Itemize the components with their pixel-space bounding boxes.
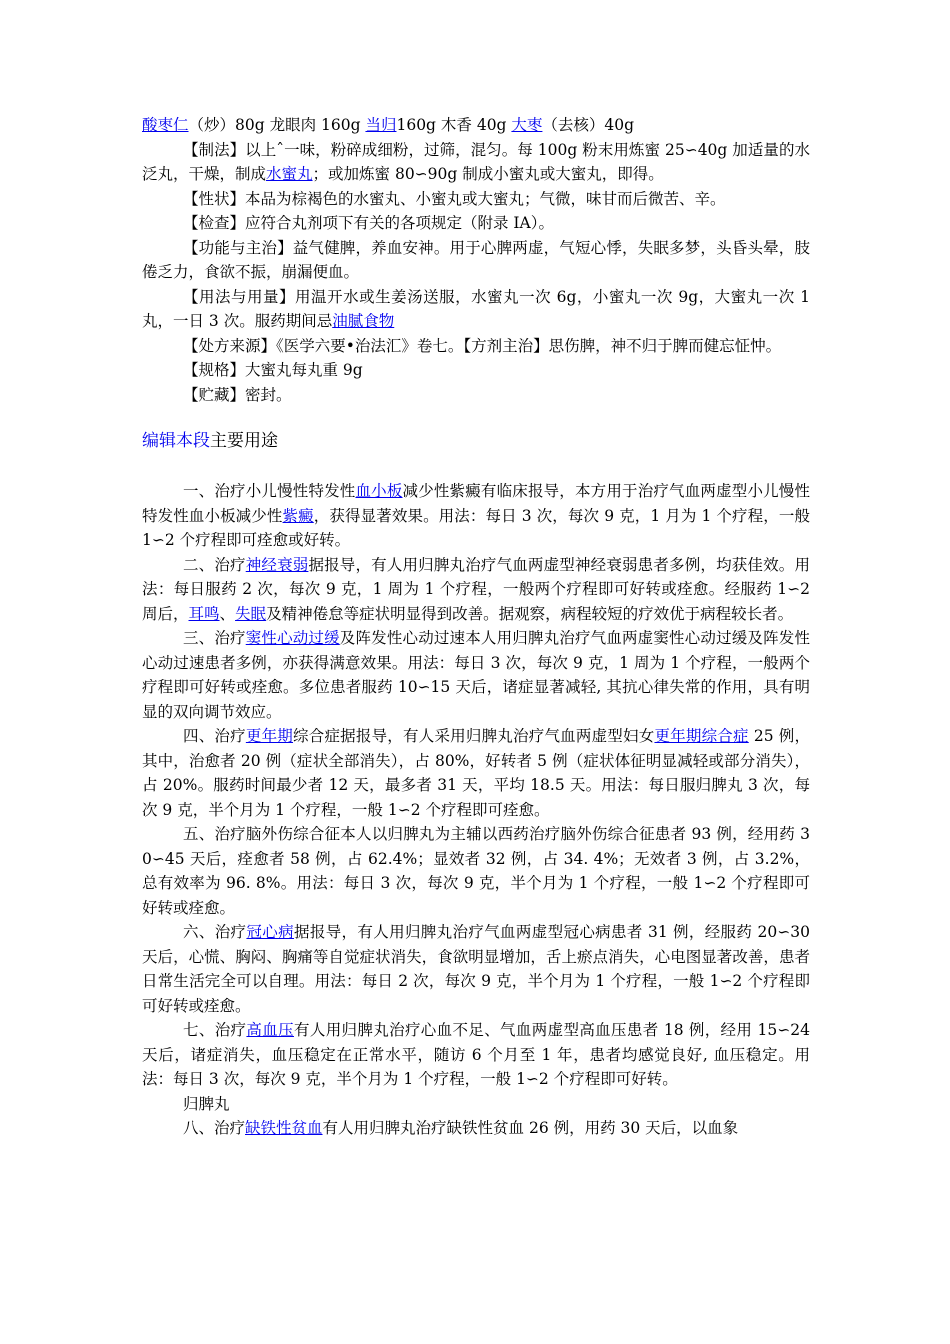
use-item-8 — [142, 1116, 810, 1141]
use-text: 减少性紫癜有临床报导，本方用于治疗气血两虚型小儿慢性特发性血小板减少性 — [142, 482, 810, 525]
link-guanxinbing[interactable]: 冠心病 — [246, 923, 294, 941]
link-shenjingshuairuo[interactable]: 神经衰弱 — [245, 555, 309, 574]
link-dazao[interactable]: 大枣 — [511, 116, 543, 134]
paragraph-xingzhuang: 【性状】本品为棕褐色的水蜜丸、小蜜丸或大蜜丸；气微，味甘而后微苦、辛。 — [183, 189, 726, 208]
link-danggui[interactable]: 当归 — [365, 116, 397, 134]
paragraph-gongneng: 【功能与主治】益气健脾，养血安神。用于心脾两虚，气短心悸，失眠多梦，头昏头晕，肢倦乏力，食欲不振，崩漏便血。 — [142, 238, 810, 281]
use-text: 三、治疗 — [183, 629, 246, 647]
use-text: 有人用归脾丸治疗缺铁性贫血 26 例，用药 30 天后，以血象 — [322, 1119, 739, 1137]
use-text: ，获得显著效果。用法：每日 3 次，每次 9 克，1 月为 1 个疗程，一般 1∽2 个疗程即可痊愈或好转。 — [142, 506, 810, 549]
use-text: 二、治疗 — [183, 555, 246, 574]
use-item-6 — [142, 920, 810, 1018]
use-item-5: 五、治疗脑外伤综合征本人以归脾丸为主辅以西药治疗脑外伤综合征患者 93 例，经用药 30∽45 天后，痊愈者 58 例，占 62.4%；显效者 32 例，占 34. 4%；无效者 3 例，占 3.2%，总有效率为 96. 8%。用法：每日 3 次，每次 9 克，半个月为 1 个疗程，一般 1∽2 个疗程即可好转或痊愈。 — [142, 825, 810, 917]
link-suanzaoren[interactable]: 酸枣仁 — [142, 116, 189, 134]
guipiwan-caption: 归脾丸 — [183, 1094, 230, 1113]
link-erming[interactable]: 耳鸣 — [188, 604, 220, 623]
use-text: 25 例，其中，治愈者 20 例（症状全部消失），占 80%，好转者 5 例（症状体征明显减轻或部分消失），占 20%。服药时间最少者 12 天，最多者 31 天，平均 18.5 天。用法：每日服归脾丸 3 次，每次 9 克，半个月为 1 个疗程，一般 1∽2 个疗程即可痊愈。 — [142, 727, 810, 819]
paragraph-jiancha: 【检查】应符合丸剂项下有关的各项规定（附录 IA）。 — [183, 214, 554, 232]
paragraph-guige: 【规格】大蜜丸每丸重 9g — [183, 361, 363, 379]
zhifa-text: 【制法】以上ˆ一味，粉碎成细粉，过筛，混匀。每 100g 粉末用炼蜜 25∽40g 加适量的水泛丸，干燥，制成 — [142, 140, 810, 183]
use-text: 据报导，有人用归脾丸治疗气血两虚型神经衰弱患者多例，均获佳效。用法：每日服药 2 次，每次 9 克，1 周为 1 个疗程，一般两个疗程即可好转或痊愈。经服药 1∽2 周后， — [142, 555, 810, 623]
document-page — [142, 113, 810, 1141]
link-gengnianqizongHezheng[interactable]: 更年期综合症 — [654, 727, 749, 745]
yongfa-text: 【用法与用量】用温开水或生姜汤送服，水蜜丸一次 6g，小蜜丸一次 9g，大蜜丸一次 1 丸，一日 3 次。服药期间忌 — [142, 287, 810, 330]
use-text: 八、治疗 — [183, 1119, 246, 1137]
paragraph-chufang: 【处方来源】《医学六要•治法汇》卷七。【方剂主治】思伤脾，神不归于脾而健忘怔忡。 — [183, 336, 782, 355]
formula-text: （炒）80g 龙眼肉 160g — [188, 116, 366, 134]
formula-text: （去核）40g — [542, 116, 635, 134]
use-text: 、 — [219, 604, 236, 623]
edit-section-link[interactable]: 编辑本段 — [142, 431, 210, 451]
link-gaoxueya[interactable]: 高血压 — [246, 1021, 294, 1039]
link-shimian[interactable]: 失眠 — [235, 604, 267, 623]
paragraph-zhucang: 【贮藏】密封。 — [183, 385, 292, 404]
link-quetiexingpinxue[interactable]: 缺铁性贫血 — [245, 1119, 323, 1137]
use-text: 及精神倦怠等症状明显得到改善。据观察，病程较短的疗效优于病程较长者。 — [266, 604, 794, 623]
use-text: 一、治疗小儿慢性特发性 — [183, 482, 356, 500]
formula-line — [142, 113, 810, 138]
use-item-4 — [142, 724, 810, 822]
use-text: 六、治疗 — [183, 923, 247, 941]
use-text: 综合症据报导，有人采用归脾丸治疗气血两虚型妇女 — [293, 727, 655, 745]
formula-text: 160g 木香 40g — [396, 116, 512, 134]
link-shuimiwan[interactable]: 水蜜丸 — [266, 165, 313, 183]
use-item-7 — [142, 1018, 810, 1092]
use-text: 七、治疗 — [183, 1021, 247, 1039]
link-younishiwu[interactable]: 油腻食物 — [332, 312, 395, 330]
link-xuexiaoban[interactable]: 血小板 — [355, 482, 403, 500]
use-text: 及阵发性心动过速本人用归脾丸治疗气血两虚窦性心动过缓及阵发性心动过速患者多例，亦获得满意效果。用法：每日 3 次，每次 9 克，1 周为 1 个疗程，一般两个疗程即可好转或痊愈。多位患者服药 10∽15 天后，诸症显著减轻, 其抗心律失常的作用，具有明显的双向调节效应。 — [142, 629, 810, 721]
link-zidian[interactable]: 紫癜 — [282, 506, 314, 525]
paragraph-zhifa — [142, 138, 810, 187]
link-douxingxindongguohuan[interactable]: 窦性心动过缓 — [245, 629, 340, 647]
use-item-3 — [142, 626, 810, 724]
use-item-1 — [142, 479, 810, 553]
use-text: 据报导，有人用归脾丸治疗气血两虚型冠心病患者 31 例，经服药 20∽30 天后，心慌、胸闷、胸痛等自觉症状消失，食欲明显增加，舌上瘀点消失，心电图显著改善，患者日常生活完全可以自理。用法：每日 2 次，每次 9 克，半个月为 1 个疗程，一般 1∽2 个疗程即可好转或痊愈。 — [142, 923, 810, 1015]
section-heading — [142, 429, 810, 453]
paragraph-yongfa — [142, 285, 810, 334]
use-text: 有人用归脾丸治疗心血不足、气血两虚型高血压患者 18 例，经用 15∽24 天后，诸症消失，血压稳定在正常水平，随访 6 个月至 1 年，患者均感觉良好, 血压稳定。用法：每日 3 次，每次 9 克，半个月为 1 个疗程，一般 1∽2 个疗程即可好转。 — [142, 1021, 810, 1088]
use-item-2 — [142, 553, 810, 627]
zhifa-text-2: ；或加炼蜜 80∽90g 制成小蜜丸或大蜜丸，即得。 — [312, 165, 664, 183]
section-title: 主要用途 — [210, 431, 278, 451]
use-text: 四、治疗 — [183, 727, 246, 745]
link-gengnianqi[interactable]: 更年期 — [245, 727, 294, 745]
